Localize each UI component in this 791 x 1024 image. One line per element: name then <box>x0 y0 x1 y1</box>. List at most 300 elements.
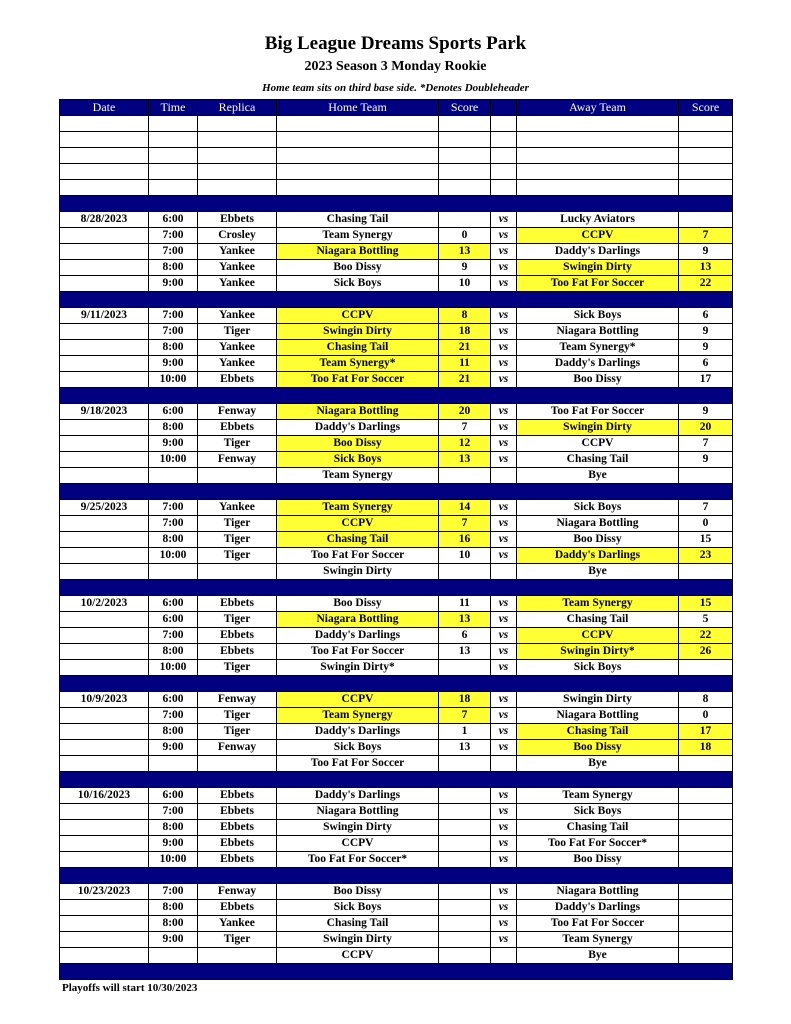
home-score: 20 <box>439 404 491 420</box>
away-team: Bye <box>517 948 679 964</box>
game-replica <box>198 948 277 964</box>
blank-cell <box>198 148 277 164</box>
game-row <box>60 340 733 356</box>
game-date <box>60 756 149 772</box>
game-row <box>60 628 733 644</box>
away-score <box>679 884 733 900</box>
vs-label <box>491 468 517 484</box>
game-replica: Ebbets <box>198 644 277 660</box>
game-date <box>60 708 149 724</box>
game-row <box>60 452 733 468</box>
game-replica: Ebbets <box>198 852 277 868</box>
home-score <box>439 836 491 852</box>
away-team: Boo Dissy <box>517 740 679 756</box>
game-date <box>60 340 149 356</box>
schedule-note: Home team sits on third base side. *Denotes Doubleheader <box>262 82 529 94</box>
separator-bar <box>60 292 733 308</box>
game-date: 9/11/2023 <box>60 308 149 324</box>
game-replica <box>198 468 277 484</box>
game-time: 8:00 <box>149 644 198 660</box>
vs-label: vs <box>491 596 517 612</box>
game-replica: Tiger <box>198 932 277 948</box>
game-time: 9:00 <box>149 276 198 292</box>
game-date: 9/18/2023 <box>60 404 149 420</box>
away-team: Daddy's Darlings <box>517 356 679 372</box>
home-score: 18 <box>439 692 491 708</box>
blank-cell <box>517 116 679 132</box>
home-score: 6 <box>439 628 491 644</box>
game-date <box>60 276 149 292</box>
away-team: Swingin Dirty* <box>517 644 679 660</box>
vs-label: vs <box>491 820 517 836</box>
game-row <box>60 564 733 580</box>
away-team: Too Fat For Soccer <box>517 404 679 420</box>
blank-cell <box>60 148 149 164</box>
game-time: 8:00 <box>149 724 198 740</box>
week-separator <box>60 868 733 884</box>
away-team: Team Synergy* <box>517 340 679 356</box>
vs-label: vs <box>491 932 517 948</box>
game-replica: Tiger <box>198 660 277 676</box>
home-score: 21 <box>439 340 491 356</box>
game-date <box>60 740 149 756</box>
blank-cell <box>439 148 491 164</box>
away-score: 8 <box>679 692 733 708</box>
game-date <box>60 852 149 868</box>
blank-cell <box>198 164 277 180</box>
blank-cell <box>60 132 149 148</box>
game-date <box>60 836 149 852</box>
blank-row <box>60 116 733 132</box>
game-time: 6:00 <box>149 788 198 804</box>
away-score: 9 <box>679 452 733 468</box>
blank-row <box>60 148 733 164</box>
blank-cell <box>149 180 198 196</box>
home-score: 8 <box>439 308 491 324</box>
vs-label: vs <box>491 852 517 868</box>
game-replica: Tiger <box>198 436 277 452</box>
game-row <box>60 756 733 772</box>
blank-row <box>60 164 733 180</box>
game-replica: Fenway <box>198 692 277 708</box>
away-score: 6 <box>679 308 733 324</box>
game-replica <box>198 564 277 580</box>
game-row <box>60 740 733 756</box>
home-score: 13 <box>439 612 491 628</box>
blank-cell <box>679 132 733 148</box>
week-separator <box>60 388 733 404</box>
away-team: Sick Boys <box>517 500 679 516</box>
vs-label: vs <box>491 452 517 468</box>
home-team: Chasing Tail <box>277 916 439 932</box>
game-time: 7:00 <box>149 708 198 724</box>
game-replica: Ebbets <box>198 900 277 916</box>
game-time: 8:00 <box>149 532 198 548</box>
blank-cell <box>517 180 679 196</box>
separator-bar <box>60 772 733 788</box>
game-time: 6:00 <box>149 212 198 228</box>
vs-label: vs <box>491 692 517 708</box>
away-score: 15 <box>679 532 733 548</box>
home-score: 7 <box>439 708 491 724</box>
game-date <box>60 900 149 916</box>
vs-label: vs <box>491 356 517 372</box>
vs-label <box>491 756 517 772</box>
blank-cell <box>60 164 149 180</box>
away-team: CCPV <box>517 436 679 452</box>
game-time: 10:00 <box>149 372 198 388</box>
away-score <box>679 804 733 820</box>
away-team: Team Synergy <box>517 596 679 612</box>
away-score: 9 <box>679 244 733 260</box>
header-replica: Replica <box>198 100 277 116</box>
home-score: 13 <box>439 452 491 468</box>
away-team: Niagara Bottling <box>517 516 679 532</box>
home-team: Boo Dissy <box>277 884 439 900</box>
game-row <box>60 644 733 660</box>
home-team: CCPV <box>277 836 439 852</box>
home-team: Swingin Dirty <box>277 324 439 340</box>
home-team: Sick Boys <box>277 900 439 916</box>
vs-label: vs <box>491 324 517 340</box>
game-replica: Tiger <box>198 532 277 548</box>
blank-cell <box>198 180 277 196</box>
away-team: CCPV <box>517 628 679 644</box>
away-score <box>679 820 733 836</box>
home-team: Swingin Dirty <box>277 564 439 580</box>
home-score: 13 <box>439 740 491 756</box>
away-score: 20 <box>679 420 733 436</box>
vs-label: vs <box>491 724 517 740</box>
game-row <box>60 548 733 564</box>
home-score <box>439 468 491 484</box>
game-row <box>60 596 733 612</box>
game-row <box>60 660 733 676</box>
blank-row <box>60 132 733 148</box>
home-team: Niagara Bottling <box>277 244 439 260</box>
away-score: 0 <box>679 516 733 532</box>
header-home-score: Score <box>439 100 491 116</box>
blank-cell <box>491 180 517 196</box>
blank-cell <box>491 148 517 164</box>
vs-label: vs <box>491 548 517 564</box>
blank-cell <box>149 148 198 164</box>
vs-label: vs <box>491 612 517 628</box>
home-team: Team Synergy <box>277 708 439 724</box>
vs-label: vs <box>491 900 517 916</box>
blank-cell <box>60 116 149 132</box>
away-team: Too Fat For Soccer <box>517 276 679 292</box>
vs-label: vs <box>491 644 517 660</box>
game-date <box>60 820 149 836</box>
playoffs-note: Playoffs will start 10/30/2023 <box>62 982 198 994</box>
away-score: 9 <box>679 404 733 420</box>
home-team: Swingin Dirty <box>277 820 439 836</box>
blank-cell <box>679 180 733 196</box>
home-score <box>439 932 491 948</box>
game-row <box>60 708 733 724</box>
page-title: Big League Dreams Sports Park <box>264 33 527 54</box>
away-score: 15 <box>679 596 733 612</box>
game-time: 9:00 <box>149 932 198 948</box>
vs-label: vs <box>491 836 517 852</box>
game-time: 9:00 <box>149 436 198 452</box>
game-date <box>60 436 149 452</box>
game-row <box>60 436 733 452</box>
vs-label: vs <box>491 244 517 260</box>
home-team: Team Synergy <box>277 468 439 484</box>
away-score <box>679 932 733 948</box>
vs-label: vs <box>491 628 517 644</box>
blank-row <box>60 180 733 196</box>
game-row <box>60 692 733 708</box>
game-time: 9:00 <box>149 356 198 372</box>
week-separator <box>60 196 733 212</box>
vs-label: vs <box>491 308 517 324</box>
away-score <box>679 564 733 580</box>
game-row <box>60 532 733 548</box>
home-score <box>439 564 491 580</box>
separator-bar <box>60 484 733 500</box>
away-score: 13 <box>679 260 733 276</box>
header-home-team: Home Team <box>277 100 439 116</box>
game-time: 7:00 <box>149 308 198 324</box>
home-score <box>439 900 491 916</box>
game-replica: Yankee <box>198 308 277 324</box>
header-time: Time <box>149 100 198 116</box>
game-time <box>149 948 198 964</box>
away-team: Bye <box>517 564 679 580</box>
vs-label: vs <box>491 404 517 420</box>
game-row <box>60 420 733 436</box>
home-score: 7 <box>439 420 491 436</box>
game-date: 10/2/2023 <box>60 596 149 612</box>
vs-label: vs <box>491 532 517 548</box>
blank-cell <box>439 132 491 148</box>
game-date: 10/16/2023 <box>60 788 149 804</box>
away-score <box>679 660 733 676</box>
blank-cell <box>277 180 439 196</box>
away-score <box>679 756 733 772</box>
away-score <box>679 788 733 804</box>
game-row <box>60 724 733 740</box>
game-date: 10/9/2023 <box>60 692 149 708</box>
away-score: 17 <box>679 724 733 740</box>
game-time: 6:00 <box>149 692 198 708</box>
vs-label: vs <box>491 740 517 756</box>
away-team: Swingin Dirty <box>517 260 679 276</box>
away-score <box>679 836 733 852</box>
away-team: Niagara Bottling <box>517 708 679 724</box>
game-replica: Ebbets <box>198 804 277 820</box>
game-replica <box>198 756 277 772</box>
home-team: CCPV <box>277 692 439 708</box>
game-time: 8:00 <box>149 260 198 276</box>
home-team: Daddy's Darlings <box>277 420 439 436</box>
separator-bar <box>60 676 733 692</box>
game-row <box>60 324 733 340</box>
week-separator <box>60 292 733 308</box>
home-score: 13 <box>439 644 491 660</box>
away-team: Lucky Aviators <box>517 212 679 228</box>
home-team: Chasing Tail <box>277 532 439 548</box>
blank-cell <box>491 116 517 132</box>
game-time: 7:00 <box>149 244 198 260</box>
game-row <box>60 804 733 820</box>
home-team: Too Fat For Soccer <box>277 756 439 772</box>
game-row <box>60 836 733 852</box>
game-replica: Fenway <box>198 740 277 756</box>
blank-cell <box>149 132 198 148</box>
home-score <box>439 788 491 804</box>
game-row <box>60 900 733 916</box>
game-replica: Ebbets <box>198 836 277 852</box>
vs-label: vs <box>491 372 517 388</box>
game-date <box>60 228 149 244</box>
away-team: Daddy's Darlings <box>517 900 679 916</box>
home-team: Team Synergy* <box>277 356 439 372</box>
home-team: Team Synergy <box>277 500 439 516</box>
game-time: 8:00 <box>149 900 198 916</box>
game-row <box>60 612 733 628</box>
game-time <box>149 468 198 484</box>
away-team: Bye <box>517 756 679 772</box>
away-score: 7 <box>679 436 733 452</box>
game-date <box>60 356 149 372</box>
game-time: 8:00 <box>149 916 198 932</box>
home-team: CCPV <box>277 948 439 964</box>
game-row <box>60 948 733 964</box>
game-date <box>60 244 149 260</box>
away-team: CCPV <box>517 228 679 244</box>
home-score <box>439 212 491 228</box>
game-date <box>60 916 149 932</box>
home-team: Daddy's Darlings <box>277 628 439 644</box>
vs-label: vs <box>491 340 517 356</box>
game-replica: Tiger <box>198 548 277 564</box>
blank-cell <box>60 180 149 196</box>
away-score: 5 <box>679 612 733 628</box>
away-team: Sick Boys <box>517 804 679 820</box>
away-team: Chasing Tail <box>517 612 679 628</box>
blank-cell <box>439 164 491 180</box>
game-date <box>60 644 149 660</box>
away-score <box>679 916 733 932</box>
home-team: Too Fat For Soccer <box>277 372 439 388</box>
header-away-score: Score <box>679 100 733 116</box>
game-replica: Yankee <box>198 276 277 292</box>
game-row <box>60 356 733 372</box>
game-date <box>60 612 149 628</box>
game-row <box>60 852 733 868</box>
game-time: 6:00 <box>149 612 198 628</box>
vs-label: vs <box>491 260 517 276</box>
away-team: Daddy's Darlings <box>517 244 679 260</box>
game-time: 7:00 <box>149 884 198 900</box>
game-row <box>60 372 733 388</box>
home-score <box>439 852 491 868</box>
away-team: Sick Boys <box>517 660 679 676</box>
game-date <box>60 660 149 676</box>
vs-label: vs <box>491 436 517 452</box>
home-team: Chasing Tail <box>277 212 439 228</box>
away-score: 23 <box>679 548 733 564</box>
blank-cell <box>277 164 439 180</box>
blank-cell <box>679 116 733 132</box>
game-replica: Yankee <box>198 356 277 372</box>
away-score: 17 <box>679 372 733 388</box>
home-score <box>439 804 491 820</box>
home-score: 10 <box>439 276 491 292</box>
away-team: Chasing Tail <box>517 820 679 836</box>
game-date <box>60 532 149 548</box>
game-replica: Yankee <box>198 500 277 516</box>
game-date <box>60 548 149 564</box>
game-replica: Ebbets <box>198 788 277 804</box>
game-replica: Yankee <box>198 340 277 356</box>
away-team: Too Fat For Soccer <box>517 916 679 932</box>
home-score: 11 <box>439 596 491 612</box>
home-score: 12 <box>439 436 491 452</box>
away-team: Niagara Bottling <box>517 884 679 900</box>
vs-label: vs <box>491 708 517 724</box>
home-team: Swingin Dirty* <box>277 660 439 676</box>
game-row <box>60 468 733 484</box>
home-team: CCPV <box>277 516 439 532</box>
away-team: Bye <box>517 468 679 484</box>
away-team: Swingin Dirty <box>517 692 679 708</box>
game-time <box>149 756 198 772</box>
home-score <box>439 916 491 932</box>
game-replica: Ebbets <box>198 628 277 644</box>
game-replica: Fenway <box>198 452 277 468</box>
away-score <box>679 852 733 868</box>
away-team: Chasing Tail <box>517 452 679 468</box>
header-away-team: Away Team <box>517 100 679 116</box>
home-team: Sick Boys <box>277 740 439 756</box>
vs-label: vs <box>491 660 517 676</box>
blank-cell <box>491 164 517 180</box>
game-time: 7:00 <box>149 500 198 516</box>
blank-cell <box>149 164 198 180</box>
away-team: Boo Dissy <box>517 532 679 548</box>
away-score: 0 <box>679 708 733 724</box>
game-time: 8:00 <box>149 420 198 436</box>
game-date <box>60 932 149 948</box>
home-team: Sick Boys <box>277 452 439 468</box>
blank-cell <box>277 132 439 148</box>
home-score <box>439 820 491 836</box>
game-date <box>60 564 149 580</box>
game-row <box>60 244 733 260</box>
game-time: 6:00 <box>149 404 198 420</box>
blank-cell <box>439 180 491 196</box>
home-score: 7 <box>439 516 491 532</box>
game-time: 7:00 <box>149 804 198 820</box>
game-time: 9:00 <box>149 836 198 852</box>
away-score <box>679 468 733 484</box>
away-score: 9 <box>679 324 733 340</box>
home-team: Too Fat For Soccer <box>277 548 439 564</box>
week-separator <box>60 676 733 692</box>
home-team: Too Fat For Soccer* <box>277 852 439 868</box>
blank-cell <box>277 148 439 164</box>
game-date <box>60 948 149 964</box>
game-time: 6:00 <box>149 596 198 612</box>
blank-cell <box>679 164 733 180</box>
home-score: 18 <box>439 324 491 340</box>
blank-cell <box>198 116 277 132</box>
